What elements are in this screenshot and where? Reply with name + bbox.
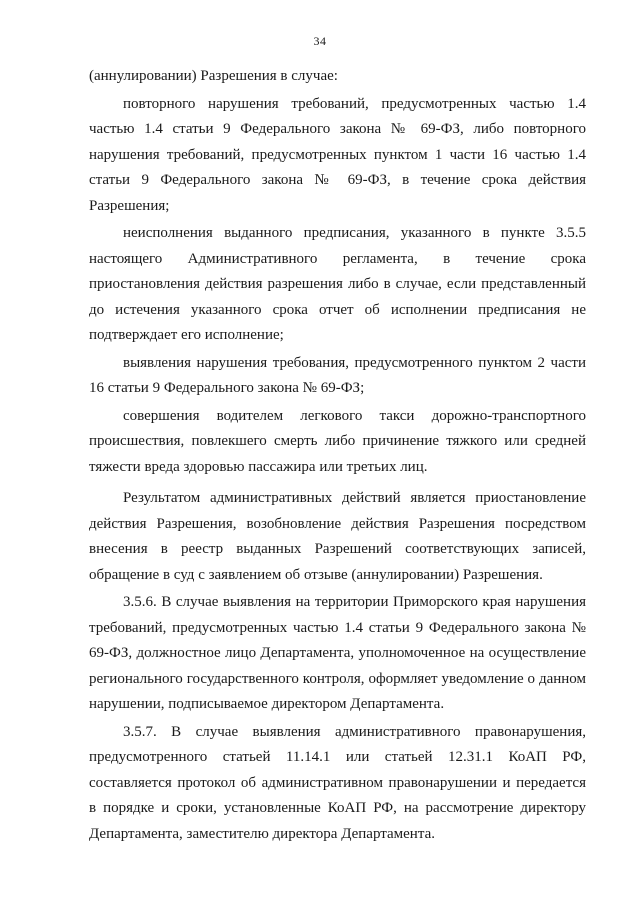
paragraph-traffic-accident: совершения водителем легкового такси дорожно-транспортного происшествия, повлекшего смерть либо причинение тяжкого или средней тяжести вреда здоровью пассажира или третьих лиц. xyxy=(89,407,586,475)
paragraph-requirement-violation: выявления нарушения требования, предусмотренного пунктом 2 части 16 статьи 9 Федерального закона № 69-ФЗ; xyxy=(89,354,586,396)
document-body xyxy=(89,64,586,847)
paragraph-repeat-violation: повторного нарушения требований, предусмотренных частью 1.4 частью 1.4 статьи 9 Федерального закона № 69-ФЗ, либо повторного нарушения требований, предусмотренных пунктом 1 части 16 частью 1.4 статьи 9 Федерального закона № 69-ФЗ, в течение срока действия Разрешения; xyxy=(89,95,586,214)
paragraph-3-5-7: 3.5.7. В случае выявления административного правонарушения, предусмотренного статьей 11.14.1 или статьей 12.31.1 КоАП РФ, составляется протокол об административном правонарушении и передается в порядке и сроки, установленные КоАП РФ, на рассмотрение директору Департамента, заместителю директора Департамента. xyxy=(89,723,586,842)
paragraph-continuation: (аннулировании) Разрешения в случае: xyxy=(89,68,338,84)
paragraph-3-5-6: 3.5.6. В случае выявления на территории Приморского края нарушения требований, предусмотренных частью 1.4 статьи 9 Федерального закона № 69-ФЗ, должностное лицо Департамента, уполномоченное на осуществление регионального государственного контроля, оформляет уведомление о данном нарушении, подписываемое директором Департамента. xyxy=(89,594,586,712)
page-number: 34 xyxy=(313,34,327,48)
paragraph-order-nonfulfillment: неисполнения выданного предписания, указанного в пункте 3.5.5 настоящего Административного регламента, в течение срока приостановления действия разрешения либо в случае, если представленный до истечения указанного срока отчет об исполнении предписания не подтверждает его исполнение; xyxy=(89,225,586,343)
paragraph-result: Результатом административных действий является приостановление действия Разрешения, возобновление действия Разрешения посредством внесения в реестр выданных Разрешений соответствующих записей, обращение в суд с заявлением об отзыве (аннулировании) Разрешения. xyxy=(89,490,586,583)
